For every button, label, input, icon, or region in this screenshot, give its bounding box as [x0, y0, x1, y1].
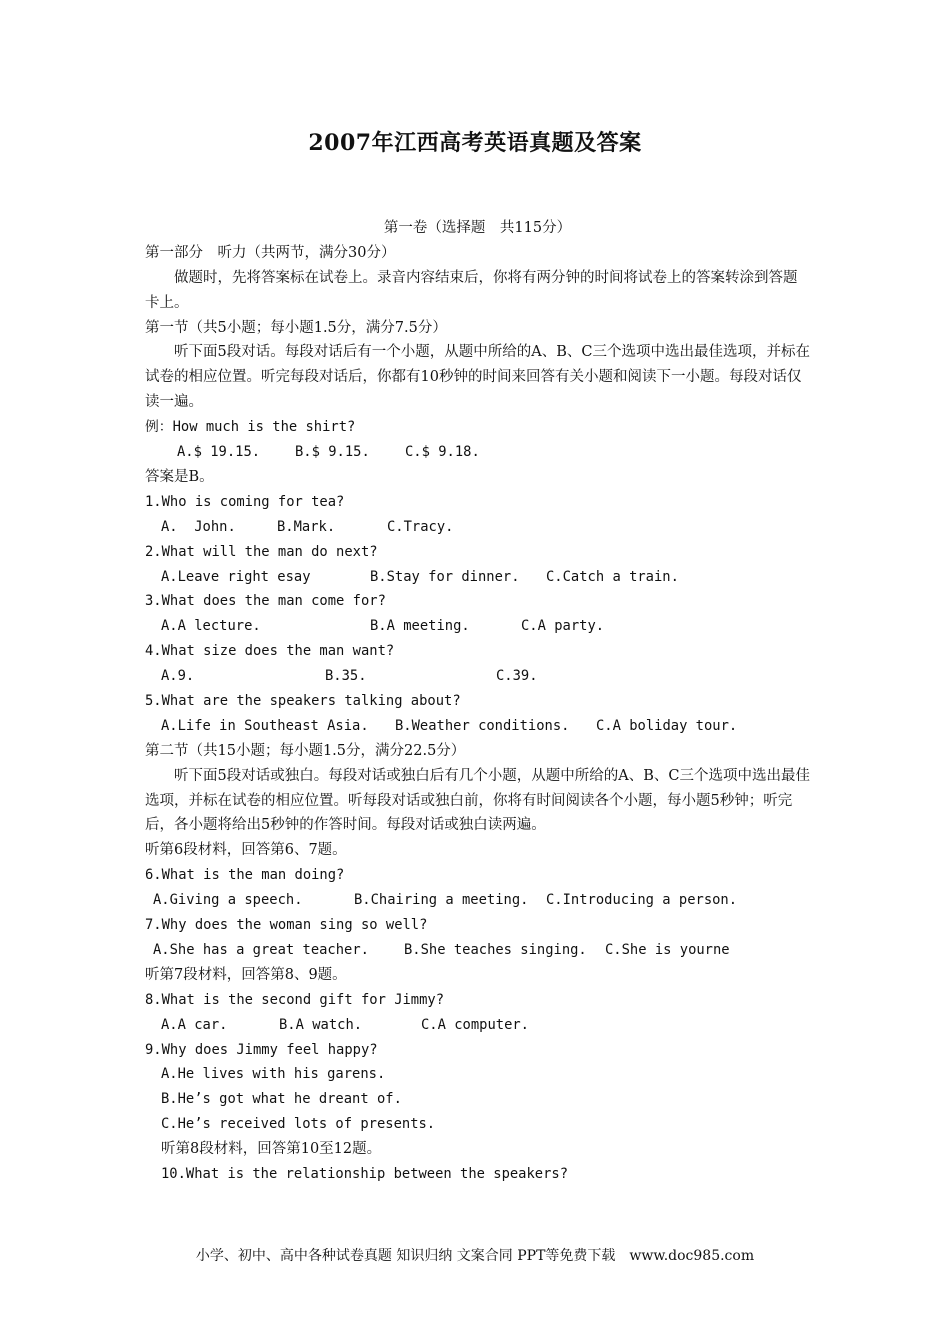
- question-1-options: [145, 515, 810, 540]
- exam-body: [145, 216, 810, 1187]
- option-a: A.A lecture.: [161, 618, 261, 635]
- option-a: A.$ 19.15.: [177, 444, 261, 461]
- question-9: 9.Why does Jimmy feel happy?: [145, 1041, 378, 1058]
- material-8-heading: 听第8段材料，回答第10至12题。: [161, 1141, 382, 1158]
- option-c: C.39.: [496, 668, 538, 685]
- option-a: A.Leave right esay: [161, 568, 311, 585]
- option-c: C.Tracy.: [387, 518, 454, 535]
- option-b: B.She teaches singing.: [404, 941, 587, 958]
- document-title: 2007年江西高考英语真题及答案: [308, 130, 642, 156]
- option-a: A. John.: [161, 518, 236, 535]
- part1-heading: 第一部分 听力（共两节，满分30分）: [145, 244, 396, 261]
- question-4-options: [145, 664, 810, 689]
- section2-instructions: 听下面5段对话或独白。每段对话或独白后有几个小题，从题中所给的A、B、C三个选项中选出最佳选项，并标在试卷的相应位置。听每段对话或独白前，你将有时间阅读各个小题，每小题5秒钟；听完后，各小题将给出5秒钟的作答时间。每段对话或独白读两遍。: [145, 767, 810, 834]
- question-6-options: [145, 888, 810, 913]
- option-c: C.A party.: [521, 618, 605, 635]
- example-question: 例：How much is the shirt?: [145, 419, 356, 436]
- option-c: C.Catch a train.: [546, 568, 679, 585]
- question-3-options: [145, 614, 810, 639]
- option-b: B.A watch.: [279, 1016, 363, 1033]
- option-a: A.A car.: [161, 1016, 228, 1033]
- part1-instructions: 做题时，先将答案标在试卷上。录音内容结束后，你将有两分钟的时间将试卷上的答案转涂到答题卡上。: [145, 269, 798, 311]
- example-answer: 答案是B。: [145, 468, 214, 485]
- option-c: C.A boliday tour.: [596, 717, 738, 734]
- question-5-options: [145, 714, 810, 739]
- footer-ad: 小学、初中、高中各种试卷真题 知识归纳 文案合同 PPT等免费下载 www.doc985.com: [195, 1248, 755, 1264]
- option-b: B.Chairing a meeting.: [354, 892, 529, 909]
- option-b: B.35.: [325, 668, 367, 685]
- material-6-heading: 听第6段材料，回答第6、7题。: [145, 842, 347, 859]
- option-b: B.A meeting.: [370, 618, 470, 635]
- question-7: 7.Why does the woman sing so well?: [145, 917, 428, 934]
- option-b: B.Mark.: [277, 518, 336, 535]
- section1-instructions: 听下面5段对话。每段对话后有一个小题，从题中所给的A、B、C三个选项中选出最佳选项，并标在试卷的相应位置。听完每段对话后，你都有10秒钟的时间来回答有关小题和阅读下一小题。每段对话仅读一遍。: [145, 344, 810, 411]
- option-a: A.Giving a speech.: [153, 892, 303, 909]
- option-a: A.She has a great teacher.: [153, 941, 369, 958]
- option-b: B.$ 9.15.: [295, 444, 370, 461]
- question-9-option-b: B.He’s got what he dreant of.: [161, 1091, 402, 1108]
- section2-heading: 第二节（共15小题；每小题1.5分，满分22.5分）: [145, 742, 466, 759]
- question-2-options: [145, 565, 810, 590]
- option-a: A.9.: [161, 668, 195, 685]
- option-b: B.Weather conditions.: [395, 717, 570, 734]
- question-9-option-a: A.He lives with his garens.: [161, 1066, 386, 1083]
- option-c: C.A computer.: [421, 1016, 529, 1033]
- question-8-options: [145, 1013, 810, 1038]
- question-4: 4.What size does the man want?: [145, 643, 395, 660]
- question-5: 5.What are the speakers talking about?: [145, 693, 461, 709]
- volume-header: 第一卷（选择题 共115分）: [383, 220, 572, 236]
- option-a: A.Life in Southeast Asia.: [161, 717, 369, 734]
- option-c: C.Introducing a person.: [546, 892, 738, 909]
- option-c: C.She is yourne: [605, 941, 730, 958]
- question-2: 2.What will the man do next?: [145, 543, 378, 560]
- question-3: 3.What does the man come for?: [145, 593, 386, 610]
- example-options: [145, 440, 810, 465]
- question-7-options: [145, 938, 810, 963]
- option-b: B.Stay for dinner.: [370, 568, 520, 585]
- material-7-heading: 听第7段材料，回答第8、9题。: [145, 966, 347, 983]
- question-9-option-c: C.He’s received lots of presents.: [161, 1116, 436, 1133]
- section1-heading: 第一节（共5小题；每小题1.5分，满分7.5分）: [145, 319, 447, 336]
- question-6: 6.What is the man doing?: [145, 867, 345, 884]
- option-c: C.$ 9.18.: [405, 444, 480, 461]
- question-1: 1.Who is coming for tea?: [145, 493, 345, 510]
- question-8: 8.What is the second gift for Jimmy?: [145, 991, 445, 1008]
- question-10: 10.What is the relationship between the speakers?: [161, 1165, 569, 1182]
